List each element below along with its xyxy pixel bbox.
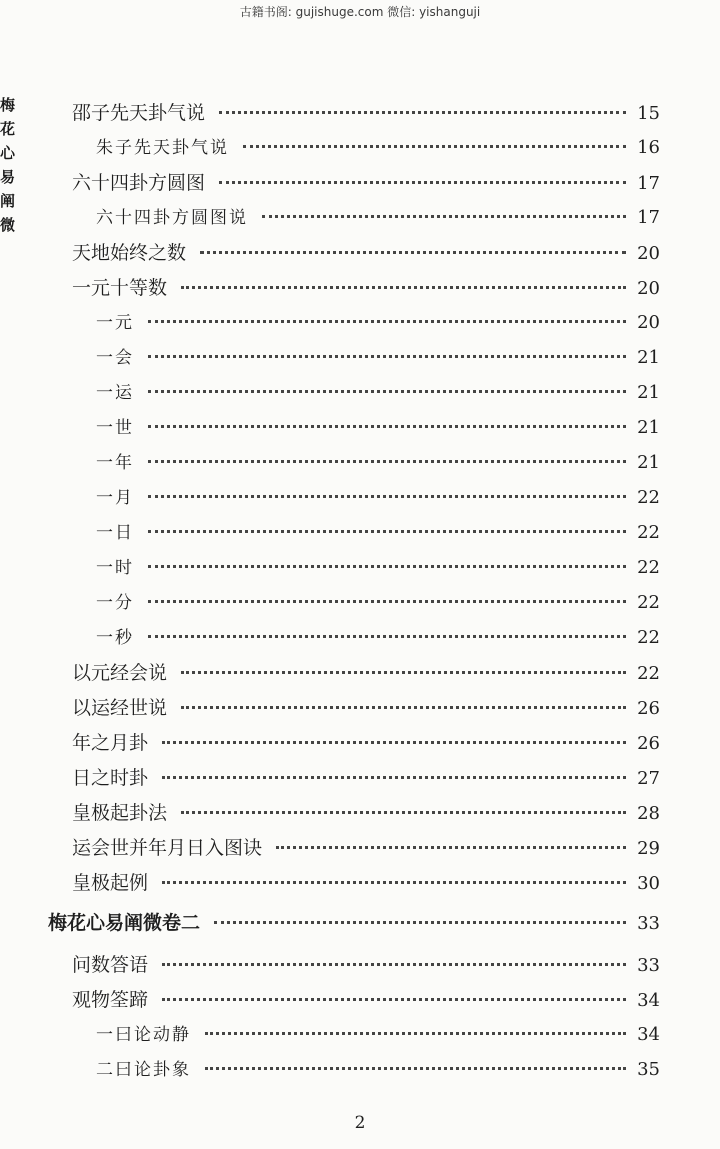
toc-entry-title: 六十四卦方圆图: [72, 172, 206, 194]
toc-entry-title: 二曰论卦象: [96, 1060, 191, 1080]
toc-entry-page: 22: [637, 592, 660, 613]
toc-entry: [96, 413, 660, 438]
toc-entry-page: 33: [637, 913, 660, 934]
toc-entry-page: 20: [637, 278, 660, 299]
toc-entry-page: 20: [637, 312, 660, 333]
toc-entry-page: 22: [637, 627, 660, 648]
toc-entry-page: 30: [637, 873, 660, 894]
toc-entry-page: 34: [637, 990, 660, 1011]
toc-entry-title: 天地始终之数: [72, 242, 187, 264]
toc-entry: [72, 238, 660, 265]
toc-entry-title: 一时: [96, 558, 134, 578]
toc-entry-title: 一曰论动静: [96, 1025, 191, 1045]
dot-leader: [162, 776, 626, 779]
toc-entry-title: 一日: [96, 523, 134, 543]
toc-entry: [72, 98, 660, 125]
toc-entry-page: 34: [637, 1024, 660, 1045]
toc-entry-title: 皇极起卦法: [72, 802, 168, 824]
toc-entry-page: 17: [637, 207, 660, 228]
toc-entry-page: 16: [637, 137, 660, 158]
toc-entry-page: 28: [637, 803, 660, 824]
toc-entry: [96, 378, 660, 403]
dot-leader: [148, 320, 626, 323]
toc-entry: [96, 483, 660, 508]
dot-leader: [219, 181, 626, 184]
toc-entry: [96, 203, 660, 228]
toc-entry: [96, 623, 660, 648]
toc-entry-title: 观物筌蹄: [72, 989, 149, 1011]
toc-entry: [72, 798, 660, 825]
dot-leader: [205, 1032, 626, 1035]
toc-entry: [72, 833, 660, 860]
toc-entry-page: 26: [637, 733, 660, 754]
toc-entry: [72, 728, 660, 755]
dot-leader: [219, 111, 626, 114]
dot-leader: [181, 811, 626, 814]
toc-entry-page: 21: [637, 417, 660, 438]
toc-entry-page: 35: [637, 1059, 660, 1080]
toc-entry: [72, 658, 660, 685]
toc-entry: [96, 1055, 660, 1080]
toc-entry: [72, 273, 660, 300]
dot-leader: [181, 706, 626, 709]
toc-entry-title: 年之月卦: [72, 732, 149, 754]
toc-entry: [72, 168, 660, 195]
toc-entry-title: 皇极起例: [72, 872, 149, 894]
page-number: 2: [354, 1113, 366, 1133]
dot-leader: [162, 741, 626, 744]
toc-entry-title: 以运经世说: [72, 697, 168, 719]
toc-entry-page: 22: [637, 557, 660, 578]
dot-leader: [148, 425, 626, 428]
dot-leader: [148, 565, 626, 568]
toc-entry-title: 一运: [96, 383, 134, 403]
toc-entry: [96, 553, 660, 578]
toc-entry: [96, 518, 660, 543]
toc-entry-page: 26: [637, 698, 660, 719]
toc-entry-page: 27: [637, 768, 660, 789]
toc-entry-title: 问数答语: [72, 954, 149, 976]
toc-entry: [72, 693, 660, 720]
toc-entry-title: 一会: [96, 348, 134, 368]
toc-entry-title: 一分: [96, 593, 134, 613]
toc-entry: [96, 308, 660, 333]
toc-entry-title: 一秒: [96, 628, 134, 648]
toc-entry: [72, 950, 660, 977]
dot-leader: [181, 671, 626, 674]
toc-entry-page: 22: [637, 522, 660, 543]
toc-entry-page: 22: [637, 663, 660, 684]
dot-leader: [162, 881, 626, 884]
toc-entry-page: 22: [637, 487, 660, 508]
dot-leader: [148, 460, 626, 463]
dot-leader: [243, 145, 626, 148]
dot-leader: [162, 998, 626, 1001]
watermark-text: 古籍书阁: gujishuge.com 微信: yishanguji: [239, 5, 481, 19]
toc-entry-title: 梅花心易阐微卷二: [48, 912, 201, 934]
dot-leader: [276, 846, 626, 849]
dot-leader: [148, 355, 626, 358]
dot-leader: [148, 530, 626, 533]
toc-entry-page: 17: [637, 173, 660, 194]
toc-entry-title: 运会世并年月日入图诀: [72, 837, 263, 859]
dot-leader: [262, 215, 626, 218]
toc-entry-page: 29: [637, 838, 660, 859]
toc-entry-page: 20: [637, 243, 660, 264]
toc-entry: [72, 985, 660, 1012]
dot-leader: [205, 1067, 626, 1070]
toc-entry: [96, 1020, 660, 1045]
toc-entry-title: 日之时卦: [72, 767, 149, 789]
toc-entry-title: 一年: [96, 453, 134, 473]
toc-entry: [96, 448, 660, 473]
toc-entry-title: 一元: [96, 313, 134, 333]
dot-leader: [214, 921, 626, 924]
toc-entry: [96, 343, 660, 368]
toc-entry: [96, 588, 660, 613]
toc-entry-title: 一月: [96, 488, 134, 508]
toc-entry-title: 一世: [96, 418, 134, 438]
toc-entry-page: 21: [637, 382, 660, 403]
toc-entry-title: 六十四卦方圆图说: [96, 208, 248, 228]
toc-entry: [96, 133, 660, 158]
toc-entry: [48, 908, 660, 935]
toc-entry-page: 15: [637, 103, 660, 124]
dot-leader: [148, 495, 626, 498]
dot-leader: [181, 286, 626, 289]
side-book-title: 梅花心易阐微: [0, 96, 16, 234]
toc-entry: [72, 763, 660, 790]
toc-entry-title: 以元经会说: [72, 662, 168, 684]
dot-leader: [200, 251, 626, 254]
toc-entry-title: 邵子先天卦气说: [72, 102, 206, 124]
toc-entry-title: 一元十等数: [72, 277, 168, 299]
toc-entry: [72, 868, 660, 895]
toc-entry-page: 33: [637, 955, 660, 976]
toc-entry-page: 21: [637, 347, 660, 368]
toc-entry-page: 21: [637, 452, 660, 473]
dot-leader: [148, 635, 626, 638]
dot-leader: [162, 963, 626, 966]
dot-leader: [148, 390, 626, 393]
dot-leader: [148, 600, 626, 603]
toc-entry-title: 朱子先天卦气说: [96, 138, 229, 158]
